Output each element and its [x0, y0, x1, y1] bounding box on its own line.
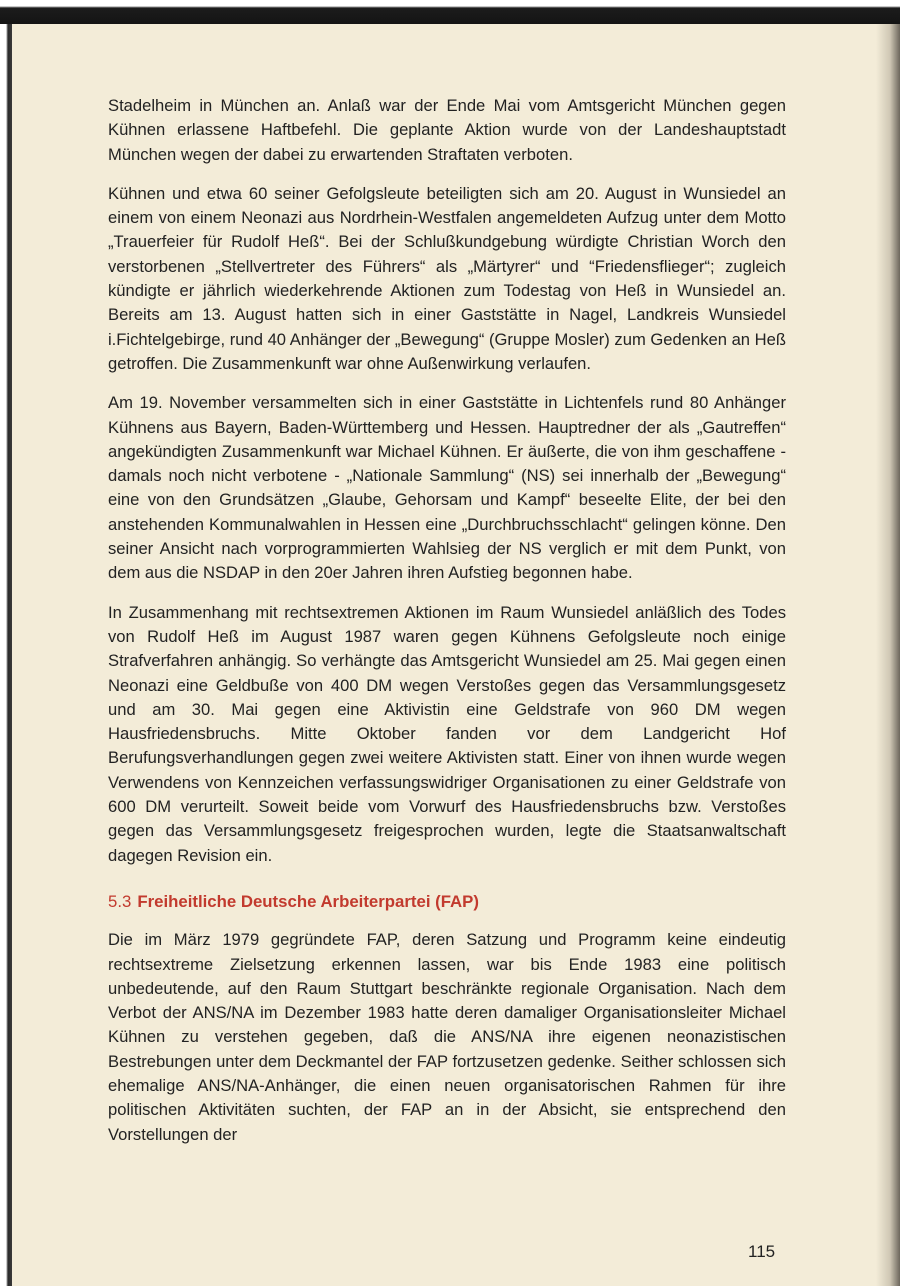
scan-right-border: [876, 24, 900, 1286]
page-body: [108, 94, 786, 1162]
section-heading: [108, 890, 786, 914]
section-title: Freiheitliche Deutsche Arbeiterpartei (FAP): [137, 891, 479, 911]
book-page: [12, 24, 876, 1286]
scan-top-border: [0, 0, 900, 24]
paragraph-2: Kühnen und etwa 60 seiner Gefolgsleute beteiligten sich am 20. August in Wunsiedel an einem von einem Neonazi aus Nordrhein-Westfalen angemeldeten Aufzug unter dem Motto „Trauerfeier für Rudolf Heß“. Bei der Schlußkundgebung würdigte Christian Worch den verstorbenen „Stellvertreter des Führers“ als „Märtyrer“ und “Friedensflieger“; zugleich kündigte er jährlich wiederkehrende Aktionen zum Todestag von Heß in Wunsiedel an. Bereits am 13. August hatten sich in einer Gaststätte in Nagel, Landkreis Wunsiedel i.Fichtelgebirge, rund 40 Anhänger der „Bewegung“ (Gruppe Mosler) zum Gedenken an Heß getroffen. Die Zusammenkunft war ohne Außenwirkung verlaufen.: [108, 183, 786, 373]
paragraph-4: In Zusammenhang mit rechtsextremen Aktionen im Raum Wunsiedel anläßlich des Todes von Rudolf Heß im August 1987 waren gegen Kühnens Gefolgsleute noch einige Strafverfahren anhängig. So verhängte das Amtsgericht Wunsiedel am 25. Mai gegen einen Neonazi eine Geldbuße von 400 DM wegen Verstoßes gegen das Versammlungsgesetz und am 30. Mai gegen eine Aktivistin eine Geldstrafe von 960 DM wegen Hausfriedensbruchs. Mitte Oktober fanden vor dem Landgericht Hof Berufungsverhandlungen gegen zwei weitere Aktivisten statt. Einer von ihnen wurde wegen Verwendens von Kennzeichen verfassungswidriger Organisationen zu einer Geldstrafe von 600 DM verurteilt. Soweit beide vom Vorwurf des Hausfriedensbruchs bzw. Verstoßes gegen das Versammlungsgesetz freigesprochen wurden, legte die Staatsanwaltschaft dagegen Revision ein.: [108, 602, 786, 865]
paragraph-1: Stadelheim in München an. Anlaß war der Ende Mai vom Amtsgericht München gegen Kühnen erlassene Haftbefehl. Die geplante Aktion wurde von der Landeshauptstadt München wegen der dabei zu erwartenden Straftaten verboten.: [108, 96, 786, 164]
section-paragraph: Die im März 1979 gegründete FAP, deren Satzung und Programm keine eindeutig rechtsextreme Zielsetzung erkennen lassen, war bis Ende 1983 eine politisch unbedeutende, auf den Raum Stuttgart beschränkte regionale Organisation. Nach dem Verbot der ANS/NA im Dezember 1983 hatte deren damaliger Organisationsleiter Michael Kühnen zu verstehen gegeben, daß die ANS/NA ihre eigenen neonazistischen Bestrebungen unter dem Deckmantel der FAP fortzusetzen gedenke. Seither schlossen sich ehemalige ANS/NA-Anhänger, die einen neuen organisatorischen Rahmen für ihre politischen Aktivitäten suchten, der FAP an in der Absicht, sie entsprechend den Vorstellungen der: [108, 930, 786, 1144]
paragraph-3: Am 19. November versammelten sich in einer Gaststätte in Lichtenfels rund 80 Anhänger Kühnens aus Bayern, Baden-Württemberg und Hessen. Hauptredner der als „Gautreffen“ angekündigten Zusammenkunft war Michael Kühnen. Er äußerte, die von ihm geschaffene - damals noch nicht verbotene - „Nationale Sammlung“ (NS) sei innerhalb der „Bewegung“ eine von den Grundsätzen „Glaube, Gehorsam und Kampf“ beseelte Elite, der bei den anstehenden Kommunalwahlen in Hessen eine „Durchbruchsschlacht“ gelingen könne. Den seiner Ansicht nach vorprogrammierten Wahlsieg der NS verglich er mit dem Punkt, von dem aus die NSDAP in den 20er Jahren ihren Aufstieg begonnen habe.: [108, 393, 786, 583]
section-number: 5.3: [108, 891, 132, 911]
page-number: 115: [748, 1242, 776, 1261]
scan-left-border: [0, 24, 12, 1286]
